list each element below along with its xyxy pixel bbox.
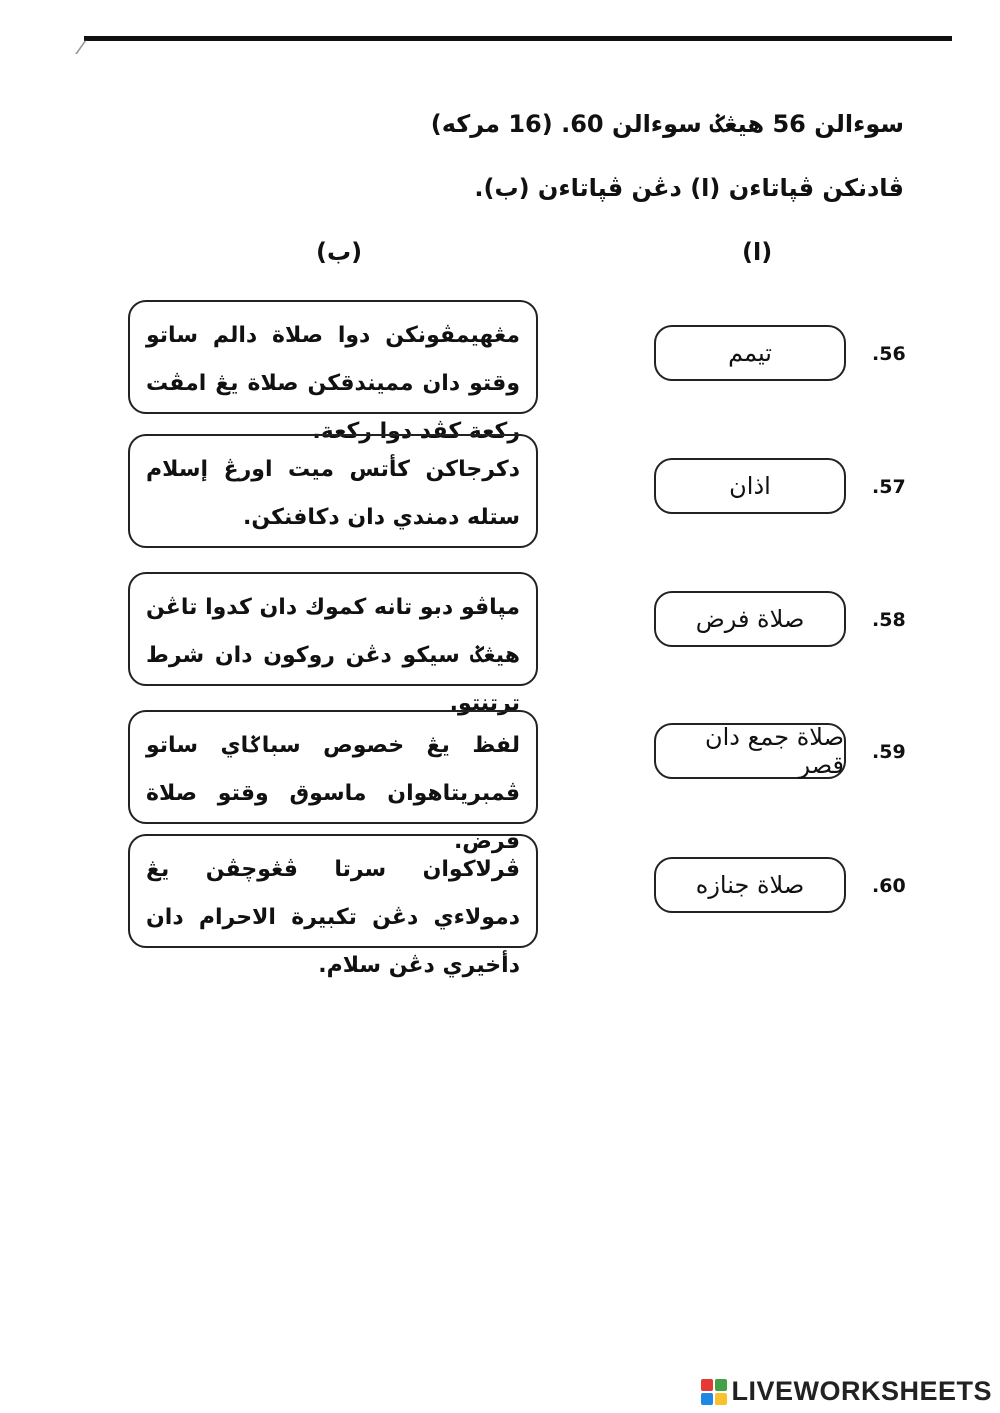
liveworksheets-brand[interactable] xyxy=(701,1376,992,1407)
question-number: .58 xyxy=(872,609,906,631)
logo-square xyxy=(715,1393,727,1405)
description-box[interactable]: لفظ يڠ خصوص سباݢاي ساتو ڤمبريتاهوان ماسوق وقتو صلاة فرض. xyxy=(128,710,538,824)
column-b-label: (ب) xyxy=(316,238,363,266)
question-number: .59 xyxy=(872,741,906,763)
instruction-text: ڤادنكن ڤڽاتاءن (ا) دڠن ڤڽاتاءن (ب). xyxy=(474,174,904,202)
brand-name: LIVEWORKSHEETS xyxy=(731,1376,992,1406)
term-box[interactable]: صلاة فرض xyxy=(654,591,846,647)
logo-square xyxy=(701,1379,713,1391)
column-a-label: (ا) xyxy=(742,238,773,266)
corner-mark xyxy=(75,40,105,54)
question-number: .60 xyxy=(872,875,906,897)
section-title: سوءالن 56 هيڠݢ سوءالن 60. (16 مركه) xyxy=(430,110,904,138)
description-box[interactable]: دكرجاكن كأتس ميت اورڠ إسلام ستله دمندي دان دكافنكن. xyxy=(128,434,538,548)
term-box[interactable]: صلاة جمع دان قصر xyxy=(654,723,846,779)
top-rule xyxy=(84,36,952,41)
term-box[interactable]: تيمم xyxy=(654,325,846,381)
logo-square xyxy=(701,1393,713,1405)
description-box[interactable]: مڠهيمڤونكن دوا صلاة دالم ساتو وقتو دان مميندقكن صلاة يڠ امڤت ركعة كڤد دوا ركعة. xyxy=(128,300,538,414)
description-box[interactable]: ڤرلاكوان سرتا ڤڠوچڤن يڠ دمولاءي دڠن تكبيرة الاحرام دان دأخيري دڠن سلام. xyxy=(128,834,538,948)
question-number: .56 xyxy=(872,343,906,365)
term-box[interactable]: صلاة جنازه xyxy=(654,857,846,913)
description-box[interactable]: مڽاڤو دبو تانه كموك دان كدوا تاڠن هيڠݢ سيكو دڠن روكون دان شرط ترتنتو. xyxy=(128,572,538,686)
term-box[interactable]: اذان xyxy=(654,458,846,514)
logo-square xyxy=(715,1379,727,1391)
question-number: .57 xyxy=(872,476,906,498)
liveworksheets-logo-icon xyxy=(701,1379,727,1405)
